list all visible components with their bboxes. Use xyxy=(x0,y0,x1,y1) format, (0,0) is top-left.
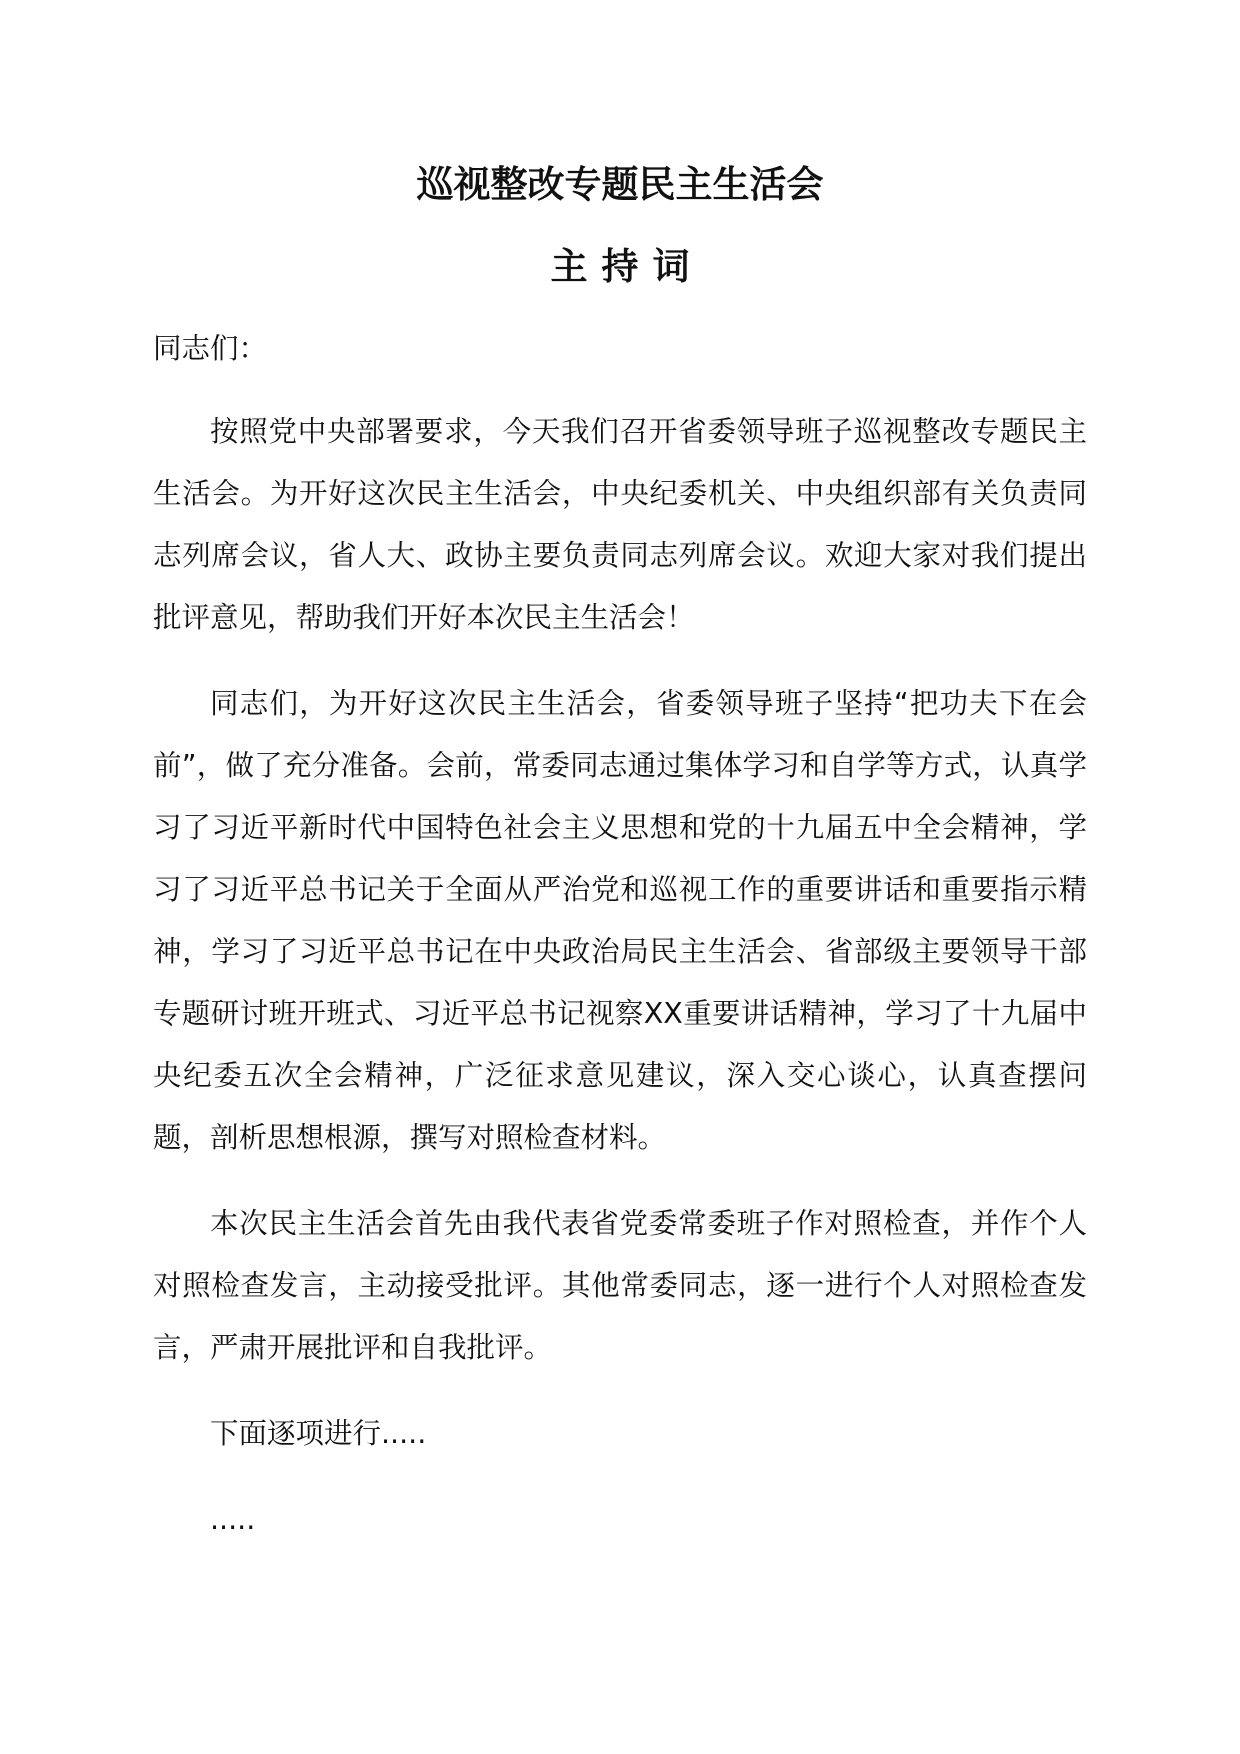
salutation: 同志们： xyxy=(153,332,268,365)
document-subtitle: 主持词 xyxy=(550,245,704,288)
paragraph-next: 下面逐项进行..... xyxy=(210,1417,427,1450)
document-title: 巡视整改专题民主生活会 xyxy=(416,163,824,206)
paragraph-preparation: 同志们，为开好这次民主生活会，省委领导班子坚持“把功夫下在会前”，做了充分准备。会前，常委同志通过集体学习和自学等方式，认真学习了习近平新时代中国特色社会主义思想和党的十九届五中全会精神，学习了习近平总书记关于全面从严治党和巡视工作的重要讲话和重要指示精神，学习了习近平总书记在中央政治局民主生活会、省部级主要领导干部专题研讨班开班式、习近平总书记视察XX重要讲话精神，学习了十九届中央纪委五次全会精神，广泛征求意见建议，深入交心谈心，认真查摆问题，剖析思想根源，撰写对照检查材料。 xyxy=(153,687,1087,1154)
paragraph-opening: 按照党中央部署要求，今天我们召开省委领导班子巡视整改专题民主生活会。为开好这次民主生活会，中央纪委机关、中央组织部有关负责同志列席会议，省人大、政协主要负责同志列席会议。欢迎大家对我们提出批评意见，帮助我们开好本次民主生活会！ xyxy=(153,415,1087,634)
paragraph-procedure: 本次民主生活会首先由我代表省党委常委班子作对照检查，并作个人对照检查发言，主动接受批评。其他常委同志，逐一进行个人对照检查发言，严肃开展批评和自我批评。 xyxy=(153,1207,1087,1364)
paragraph-ellipsis: ..... xyxy=(210,1503,256,1536)
